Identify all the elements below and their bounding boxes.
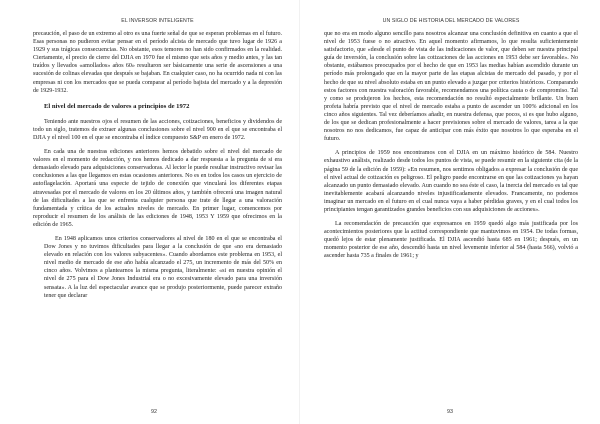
left-page-body bbox=[33, 30, 282, 300]
page-number-left: 92 bbox=[151, 409, 157, 415]
right-page-body bbox=[324, 30, 578, 261]
quote-paragraph: que no era en modo alguno sencillo para nosotros alcanzar una conclusión definitiva en cuanto a que el nivel de 1953 fuese o no atractivo. En aquel momento afirmamos, lo que resulta suficientemente satisfactorio, que «desde el punto de vista de las indicaciones de valor, que deben ser nuestra principal guía de inversión, la conclusión sobre las cotizaciones de las acciones en 1953 debe ser favorable». No obstante, estábamos preocupados por el hecho de que en 1953 las medias habían ascendido durante un período más prolongado que en la mayor parte de las etapas alcistas de mercado del pasado, y por el hecho de que su nivel absoluto estaba en un punto elevado a juzgar por criterios históricos. Comparando estos factores con nuestra valoración favorable, recomendamos una política cauta o de compromiso. Tal y como se produjeron los hechos, esta recomendación no resultó especialmente brillante. Un buen profeta habría previsto que el nivel de mercado estaba a punto de ascender un 100% adicional en los cinco años siguientes. Tal vez deberíamos añadir, en nuestra defensa, que pocos, si es que hubo alguno, de los que se dedican profesionalmente a hacer previsiones sobre el mercado de valores, tarea a la que nosotros no nos dedicamos, fue capaz de anticipar con más éxito que nosotros lo que esperaba en el futuro. bbox=[324, 31, 578, 143]
block-quote bbox=[324, 30, 578, 261]
paragraph: Teniendo ante nuestros ojos el resumen de las acciones, cotizaciones, beneficios y dividendos de todo un siglo, tratemos de extraer algunas conclusiones sobre el nivel 900 en el que se encontraba el DJIA y el nivel 100 en el que se encontraba el índice compuesto S&P en enero de 1972. bbox=[33, 118, 282, 141]
right-page bbox=[300, 0, 600, 424]
block-quote bbox=[44, 235, 282, 300]
quote-paragraph: A principios de 1959 nos encontramos con el DJIA en un máximo histórico de 584. Nuestro exhaustivo análisis, realizado desde todos los puntos de vista, se puede resumir en la siguiente cita (de la página 59 de la edición de 1959): «En resumen, nos sentimos obligados a expresar la conclusión de que el nivel actual de cotización es peligroso. El peligro puede encontrarse en que las cotizaciones ya hayan alcanzado un punto demasiado elevado. Aun cuando no sea éste el caso, la inercia del mercado es tal que inevitablemente acabará alcanzando niveles injustificadamente elevados. Francamente, no podemos imaginar un mercado en el futuro en el cual nunca vaya a haber pérdidas graves, y en el cual todos los principiantes tengan garantizados grandes beneficios con sus adquisiciones de acciones». bbox=[324, 150, 578, 213]
section-heading: El nivel del mercado de valores a principios de 1972 bbox=[44, 102, 190, 110]
quote-paragraph: La recomendación de precaución que expresamos en 1959 quedó algo más justificada por los acontecimientos posteriores que la actitud correspondiente que mantuvimos en 1954. De todas formas, quedó lejos de estar plenamente justificada. El DJIA ascendió hasta 685 en 1961; después, en un momento posterior de ese año, descendió hasta un nivel levemente inferior al 584 (hasta 566), volvió a ascender hasta 735 a finales de 1961; y bbox=[324, 221, 578, 260]
running-head-right: UN SIGLO DE HISTORIA DEL MERCADO DE VALORES bbox=[382, 18, 520, 24]
quote-paragraph: En 1948 aplicamos unos criterios conservadores al nivel de 180 en el que se encontraba el Dow Jones y no tuvimos dificultades para llegar a la conclusión de que «no era demasiado elevado en relación con los valores subyacentes». Cuando abordamos este problema en 1953, el nivel medio de mercado de ese año había alcanzado el 275, un incremento de más del 50% en cinco años. Volvimos a plantearnos la misma pregunta, literalmente: «si en nuestra opinión el nivel de 275 para el Dow Jones Industrial era o no excesivamente elevado para una inversión sensata». A la luz del espectacular avance que se produjo posteriormente, puede parecer extraño tener que declarar bbox=[44, 235, 282, 299]
running-head-left: EL INVERSOR INTELIGENTE bbox=[121, 18, 194, 24]
page-number-right: 93 bbox=[447, 409, 453, 415]
paragraph: precaución, el paso de un extremo al otro es una fuerte señal de que se esperan problemas en el futuro. Esas personas no pudieron evitar pensar en el período alcista de mercado que tuvo lugar de 1926 a 1929 y sus trágicas consecuencias. No obstante, esos temores no han sido confirmados en la realidad. Ciertamente, el precio de cierre del DJIA en 1970 fue el mismo que seis años y medio antes, y las tan traídos y llevados «amollados» años 60» resultaron ser básicamente una serie de ascensiones a una sucesión de colinas elevadas que después se bajaban. En cualquier caso, no ha ocurrido nada ni con las empresas ni con los mercados que se pueda comparar al período bajista del mercado y a la depresión de 1929-1932. bbox=[33, 31, 282, 94]
paragraph: En cada una de nuestras ediciones anteriores hemos debatido sobre el nivel del mercado de valores en el momento de redacción, y nos hemos dedicado a dar respuesta a la pregunta de si era demasiado elevado para adquisiciones conservadoras. Al lector le puede resultar instructivo revisar las conclusiones a las que llegamos en estas ocasiones anteriores. No es en todos los casos un ejercicio de autoflagelación. Aportará una especie de tejido de conexión que vinculará los diferentes etapas atravesadas por el mercado de valores en los 20 últimos años, y también ofrecerá una imagen natural de las dificultades a las que se enfrenta cualquier persona que trate de llegar a una valoración fundamentada y crítica de los actuales niveles de mercado. En primer lugar, comencemos por reproducir el resumen de los análisis de las ediciones de 1948, 1953 Y 1959 que ofrecimos en la edición de 1965. bbox=[33, 149, 282, 228]
